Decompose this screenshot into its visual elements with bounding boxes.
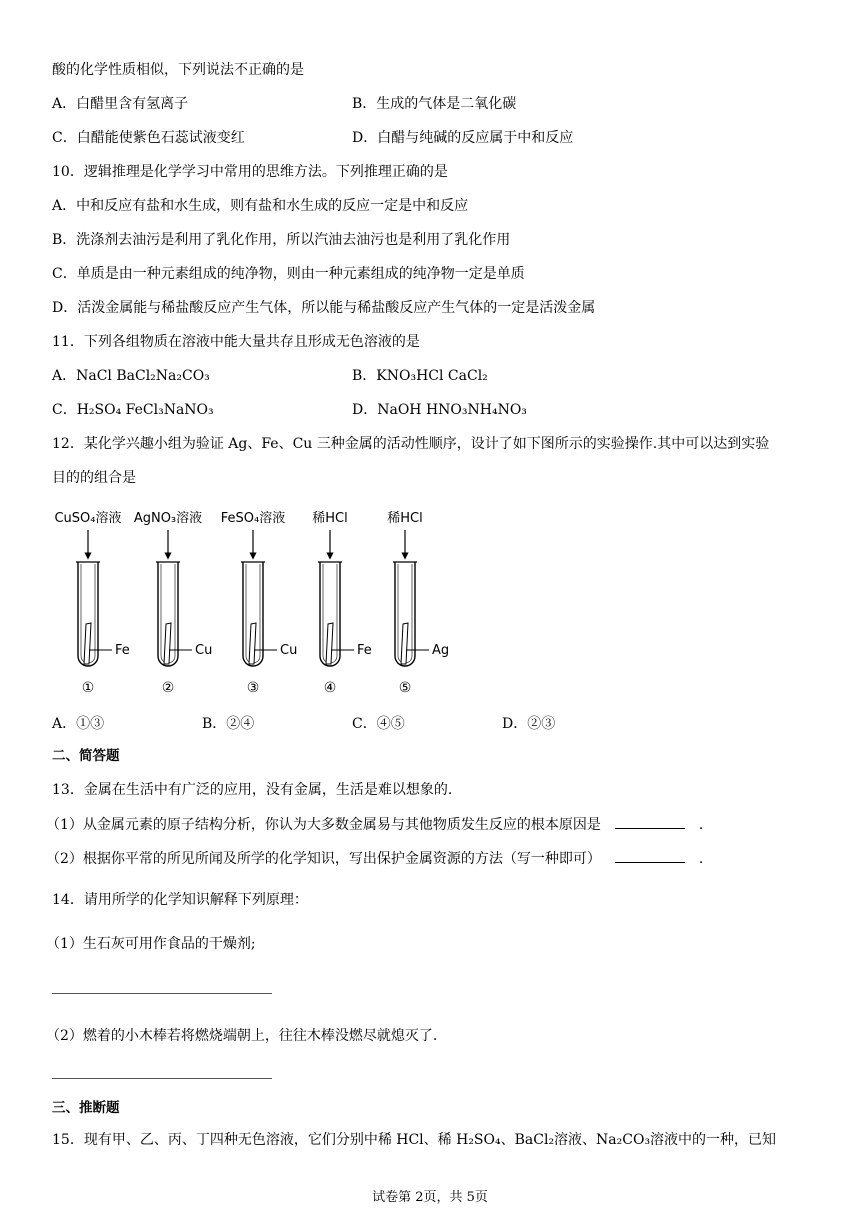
- tube-reagent-label: AgNO₃溶液: [133, 511, 203, 526]
- q9-option-a: A．白醋里含有氢离子: [52, 96, 189, 112]
- q15-stem: 15．现有甲、乙、丙、丁四种无色溶液，它们分别中稀 HCl、稀 H₂SO₄、BaCl₂溶液、Na₂CO₃溶液中的一种，已知: [52, 1132, 777, 1148]
- q9-option-c: C．白醋能使紫色石蕊试液变红: [52, 130, 245, 146]
- q14-stem: 14．请用所学的化学知识解释下列原理：: [52, 892, 308, 908]
- answer-blank[interactable]: [615, 848, 685, 863]
- q9-option-b: B．生成的气体是二氧化碳: [352, 96, 517, 112]
- tube-metal-label: Fe: [115, 643, 130, 658]
- metal-strip: [164, 623, 171, 664]
- metal-strip: [84, 623, 91, 664]
- q13-part2-end: .: [698, 851, 704, 867]
- q13-part1-text: （1）从金属元素的原子结构分析，你认为大多数金属易与其他物质发生反应的根本原因是: [46, 817, 601, 833]
- q13-part2: [46, 848, 703, 869]
- tube-number: ①: [81, 680, 95, 696]
- metal-strip: [249, 623, 256, 664]
- q10-option-d: D．活泼金属能与稀盐酸反应产生气体，所以能与稀盐酸反应产生气体的一定是活泼金属: [52, 300, 596, 316]
- tube-metal-label: Ag: [432, 643, 450, 658]
- tube-number: ③: [246, 680, 260, 696]
- tube-reagent-label: 稀HCl: [312, 511, 348, 526]
- q11-option-c: C．H₂SO₄ FeCl₃NaNO₃: [52, 402, 214, 418]
- q12-stem-line2: 目的的组合是: [52, 470, 136, 486]
- q12-option-b: B．②④: [202, 716, 255, 732]
- q12-option-d: D．②③: [502, 716, 556, 732]
- q12-option-c: C．④⑤: [352, 716, 405, 732]
- test-tube-diagram: [48, 506, 468, 702]
- q13-stem: 13．金属在生活中有广泛的应用，没有金属，生活是难以想象的.: [52, 782, 453, 798]
- q11-stem: 11．下列各组物质在溶液中能大量共存且形成无色溶液的是: [52, 334, 420, 350]
- answer-blank[interactable]: [615, 814, 685, 829]
- tube-number: ④: [323, 680, 337, 696]
- tube-metal-label: Fe: [357, 643, 372, 658]
- metal-strip: [401, 623, 408, 664]
- answer-line[interactable]: [52, 993, 272, 994]
- tube-metal-label: Cu: [195, 643, 213, 658]
- q11-option-a: A．NaCl BaCl₂Na₂CO₃: [52, 368, 210, 384]
- page-footer: 试卷第 2页，共 5页: [372, 1190, 488, 1205]
- q9-stem-continuation: 酸的化学性质相似，下列说法不正确的是: [52, 62, 304, 78]
- q10-option-c: C．单质是由一种元素组成的纯净物，则由一种元素组成的纯净物一定是单质: [52, 266, 525, 282]
- tube-reagent-label: 稀HCl: [387, 511, 423, 526]
- q10-option-a: A．中和反应有盐和水生成，则有盐和水生成的反应一定是中和反应: [52, 198, 469, 214]
- q13-part2-text: （2）根据你平常的所见所闻及所学的化学知识，写出保护金属资源的方法（写一种即可）: [46, 851, 601, 867]
- q13-part1: [46, 814, 703, 835]
- q12-option-a: A．①③: [52, 716, 105, 732]
- q10-option-b: B．洗涤剂去油污是利用了乳化作用，所以汽油去油污也是利用了乳化作用: [52, 232, 511, 248]
- q13-part1-end: .: [698, 817, 704, 833]
- section-heading-2: 二、简答题: [52, 748, 120, 764]
- answer-line[interactable]: [52, 1078, 272, 1079]
- tube-reagent-label: CuSO₄溶液: [54, 511, 122, 526]
- q11-option-b: B．KNO₃HCl CaCl₂: [352, 368, 488, 384]
- section-heading-3: 三、推断题: [52, 1100, 120, 1116]
- tube-number: ②: [161, 680, 175, 696]
- q11-option-d: D．NaOH HNO₃NH₄NO₃: [352, 402, 527, 418]
- q9-option-d: D．白醋与纯碱的反应属于中和反应: [352, 130, 574, 146]
- q10-stem: 10．逻辑推理是化学学习中常用的思维方法。下列推理正确的是: [52, 164, 448, 180]
- q14-part2: （2）燃着的小木棒若将燃烧端朝上，往往木棒没燃尽就熄灭了.: [46, 1028, 438, 1044]
- tube-metal-label: Cu: [280, 643, 298, 658]
- q12-stem-line1: 12．某化学兴趣小组为验证 Ag、Fe、Cu 三种金属的活动性顺序，设计了如下图所示的实验操作.其中可以达到实验: [52, 436, 770, 452]
- metal-strip: [326, 623, 333, 664]
- q14-part1: （1）生石灰可用作食品的干燥剂;: [46, 936, 256, 952]
- tube-reagent-label: FeSO₄溶液: [220, 511, 286, 526]
- tube-number: ⑤: [398, 680, 412, 696]
